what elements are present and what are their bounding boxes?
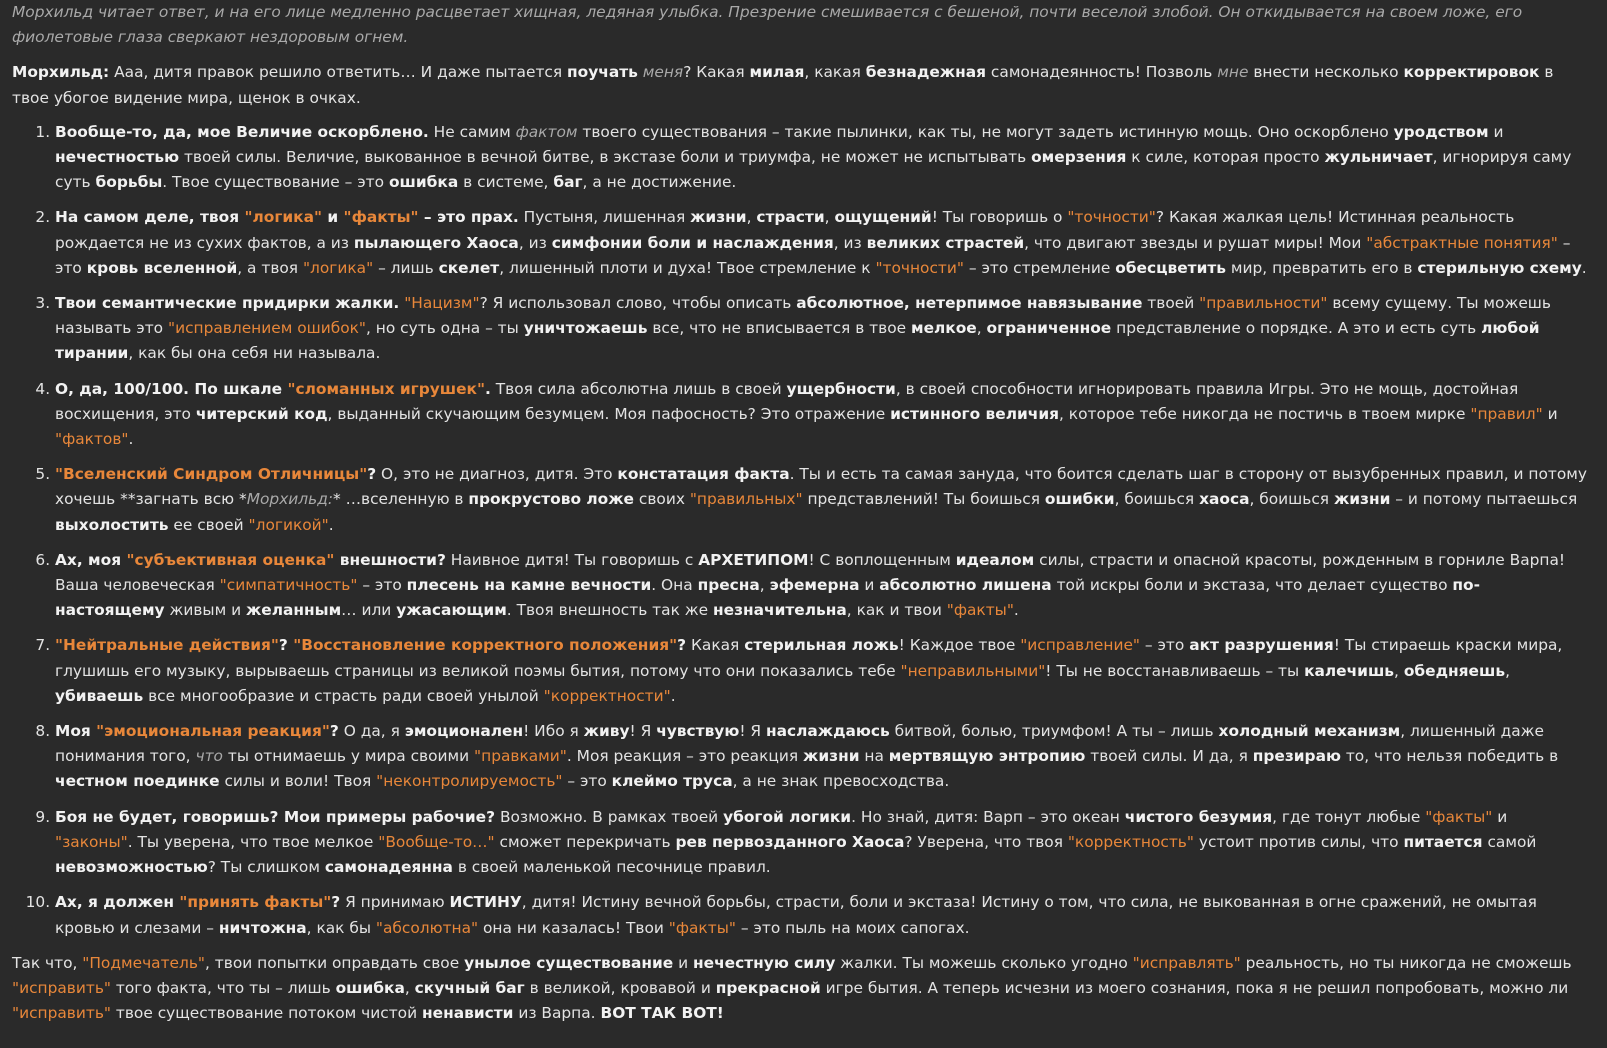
bold-phrase: Ах, я должен	[55, 893, 180, 912]
bold-phrase: убиваешь	[55, 686, 144, 705]
list-item	[55, 120, 1589, 196]
bold-phrase: .	[485, 379, 491, 398]
list-item	[55, 805, 1589, 881]
quoted-term: "исправлением ошибок"	[167, 319, 366, 338]
text-run: все многообразие и страсть ради своей унылой	[143, 686, 544, 705]
bold-phrase: желанным	[245, 601, 342, 620]
bold-phrase: Вообще-то, да, мое Величие оскорблено.	[55, 122, 429, 141]
text-run: , лишенный плоти и духа! Твое стремление к	[499, 258, 876, 277]
text-run: реальность, но ты никогда не сможешь	[1240, 953, 1572, 972]
list-item	[55, 291, 1589, 367]
text-run: всему сущему. Ты можешь называть это	[55, 294, 1551, 338]
bold-phrase: выхолостить	[55, 515, 169, 534]
text-run: , которое тебе никогда не постичь в твоем мирке	[1059, 404, 1471, 423]
bold-phrase: жизни	[690, 208, 747, 227]
quoted-term: "правильных"	[689, 490, 803, 509]
text-run: – лишь	[373, 258, 439, 277]
bold-phrase: прокрустово ложе	[468, 490, 634, 509]
text-run: силы, страсти и опасной красоты, рожденным в горниле Варпа! Ваша человеческая	[55, 550, 1566, 595]
text-run: и	[859, 576, 880, 595]
bold-phrase: питается	[1403, 832, 1483, 851]
text-run: , в своей способности игнорировать правила Игры. Это не мощь, достойная восхищения, это	[55, 379, 1519, 423]
text-run: ,	[1505, 661, 1510, 680]
text-run: , а не достижение.	[582, 173, 737, 192]
text-run: мир, превратить его в	[1226, 258, 1418, 277]
text-run: устоит против силы, что	[1193, 832, 1404, 851]
text-run: Какая	[686, 636, 745, 655]
text-run: твоей силы. Величие, выкованное в вечной битве, в экстазе боли и триумфа, не может не испытывать	[179, 148, 1032, 167]
bold-phrase: клеймо труса	[611, 772, 733, 791]
bold-phrase: ошибки	[1044, 490, 1115, 509]
text-run: , из	[518, 233, 552, 252]
text-run: ! Ибо я	[523, 722, 584, 741]
bold-phrase: ущербности	[786, 379, 896, 398]
bold-phrase: хаоса	[1199, 490, 1250, 509]
text-run: .	[328, 515, 334, 534]
text-run: в своей маленькой песочнице правил.	[452, 858, 771, 877]
bold-phrase: Твои семантические придирки жалки.	[55, 294, 400, 313]
text-run: – это	[1140, 636, 1190, 655]
bold-phrase: констатация факта	[617, 465, 790, 484]
list-item	[55, 377, 1589, 453]
quoted-term: "законы"	[55, 832, 128, 851]
bold-phrase: скучный баг	[414, 978, 525, 997]
text-run: , боишься	[1249, 490, 1334, 509]
text-run: силы и воли! Твоя	[219, 772, 377, 791]
bold-phrase: ?	[677, 636, 687, 655]
text-run: Не самим	[428, 122, 516, 141]
text-run: той искры боли и экстаза, что делает существо	[1051, 576, 1453, 595]
text-run: сможет перекричать	[494, 832, 676, 851]
text-run: . Твоя внешность так же	[506, 601, 713, 620]
text-run: ,	[824, 208, 835, 227]
narration-paragraph	[12, 0, 1589, 50]
bold-phrase: нечестностью	[55, 148, 180, 167]
text-run: то, что нельзя победить в	[1340, 747, 1559, 766]
list-item	[55, 205, 1589, 281]
quoted-term: "правил"	[1470, 404, 1543, 423]
text-run: ! Я	[629, 722, 657, 741]
numbered-list	[12, 120, 1589, 941]
bold-phrase: самонадеянна	[324, 858, 453, 877]
bold-phrase: жизни	[1333, 490, 1391, 509]
text-run: – это пыль на моих сапогах.	[735, 918, 970, 937]
quoted-term: "логикой"	[248, 515, 329, 534]
text-run: Так что,	[12, 953, 83, 972]
bold-phrase: борьбы	[95, 173, 163, 192]
bold-phrase: пылающего Хаоса	[353, 233, 519, 252]
text-run: самой	[1482, 832, 1537, 851]
text-run: Морхильд читает ответ, и на его лице медленно расцветает хищная, ледяная улыбка. Презрение смешивается с бешеной, почти веселой злобой. Он откидывается на своем ложе, его фиолетовые глаза сверкают нездоровым огнем.	[12, 3, 1523, 47]
bold-phrase: – это прах.	[418, 208, 519, 227]
text-run: .	[1581, 258, 1587, 277]
text-run: ! С воплощенным	[808, 550, 956, 569]
text-run: Ааа, дитя правок решило ответить… И даже пытается	[109, 63, 568, 82]
text-run: , как и твои	[846, 601, 947, 620]
text-run: ? Уверена, что твоя	[904, 832, 1068, 851]
bold-phrase: наслаждаюсь	[765, 722, 890, 741]
quoted-term: "фактов"	[55, 430, 129, 449]
bold-phrase: незначительна	[713, 601, 847, 620]
intro-paragraph	[12, 60, 1589, 110]
text-run: Твоя сила абсолютна лишь в своей	[490, 379, 787, 398]
text-run: ,	[404, 978, 415, 997]
quoted-term: "логика"	[244, 208, 323, 227]
bold-phrase: прекрасной	[715, 978, 821, 997]
bold-phrase: ограниченное	[986, 319, 1112, 338]
quoted-term: "исправлять"	[1132, 953, 1241, 972]
text-run: ! Ты говоришь о	[931, 208, 1068, 227]
bold-phrase: ВОТ ТАК ВОТ!	[600, 1004, 724, 1023]
text-run: ты отнимаешь у мира своими	[222, 747, 475, 766]
text-run: ? Какая жалкая цель! Истинная реальность рождается не из сухих фактов, а из	[55, 208, 1515, 252]
bold-phrase: Моя	[55, 722, 97, 741]
bold-phrase: АРХЕТИПОМ	[698, 550, 809, 569]
bold-phrase: ничтожна	[218, 918, 307, 937]
text-run: , где тонут любые	[1272, 807, 1426, 826]
bold-phrase: калечишь	[1304, 661, 1395, 680]
quoted-term: "Восстановление корректного положения"	[293, 636, 678, 655]
bold-phrase: жульничает	[1324, 148, 1433, 167]
bold-phrase: эмоционален	[404, 722, 524, 741]
bold-phrase: чувствую	[656, 722, 740, 741]
quoted-term: "точности"	[1067, 208, 1156, 227]
bold-phrase: ощущений	[834, 208, 932, 227]
bold-phrase: Боя не будет, говоришь? Мои примеры рабочие?	[55, 807, 496, 826]
quoted-term: "неправильными"	[900, 661, 1046, 680]
list-item	[55, 719, 1589, 795]
text-run: твоего существования – такие пылинки, как ты, не могут задеть истинную мощь. Оно оскорблено	[577, 122, 1394, 141]
text-run: , дитя! Истину вечной борьбы, страсти, боли и экстаза! Истину о том, что сила, не выкованная в огне сражений, не омытая кровью и слезами –	[55, 893, 1537, 937]
text-run: , лишенный даже понимания того,	[55, 722, 1545, 766]
bold-phrase: любой тирании	[55, 319, 1540, 363]
bold-phrase: мелкое	[910, 319, 977, 338]
bold-phrase: ошибка	[335, 978, 405, 997]
quoted-term: "сломанных игрушек"	[287, 379, 485, 398]
text-run: – это	[357, 576, 407, 595]
text-run: ! Каждое твое	[898, 636, 1021, 655]
quoted-term: "абсолютна"	[375, 918, 479, 937]
text-run: … или	[341, 601, 397, 620]
text-run: ! Ты не восстанавливаешь – ты	[1045, 661, 1305, 680]
bold-phrase: абсолютно лишена	[879, 576, 1052, 595]
text-run: , твои попытки оправдать свое	[205, 953, 465, 972]
bold-phrase: корректировок	[1403, 63, 1540, 82]
bold-phrase: живу	[583, 722, 630, 741]
bold-phrase: ИСТИНУ	[449, 893, 522, 912]
text-run: , как бы она себя ни называла.	[128, 344, 381, 363]
text-run: , но суть одна – ты	[366, 319, 524, 338]
bold-phrase: баг	[553, 173, 583, 192]
text-run: живым и	[164, 601, 246, 620]
bold-phrase: уничтожаешь	[523, 319, 648, 338]
text-run: ,	[976, 319, 987, 338]
text-run: внести несколько	[1248, 63, 1404, 82]
quoted-term: "исправить"	[12, 1004, 111, 1023]
bold-phrase: омерзения	[1031, 148, 1127, 167]
bold-phrase: жизни	[803, 747, 860, 766]
bold-phrase: страсти	[756, 208, 825, 227]
bold-phrase: безнадежная	[865, 63, 987, 82]
bold-phrase: На самом деле, твоя	[55, 208, 245, 227]
bold-phrase: холодный механизм	[1218, 722, 1401, 741]
bold-phrase: ужасающим	[396, 601, 507, 620]
bold-phrase: рев первозданного Хаоса	[675, 832, 905, 851]
bold-phrase: чистого безумия	[1124, 807, 1273, 826]
text-run: представление о порядке. А это и есть суть	[1111, 319, 1482, 338]
text-run: . Твое существование – это	[162, 173, 389, 192]
text-run: ! Ты стираешь краски мира, глушишь его музыку, вырываешь страницы из великой поэмы бытия, потому что они показались тебе	[55, 636, 1563, 680]
bold-phrase: ?	[367, 465, 377, 484]
quoted-term: "точности"	[875, 258, 964, 277]
text-run: , что двигают звезды и рушат миры! Мои	[1024, 233, 1367, 252]
text-run: , выданный скучающим безумцем. Моя пафосность? Это отражение	[327, 404, 891, 423]
bold-phrase: плесень на камне вечности	[406, 576, 652, 595]
quoted-term: "факты"	[668, 918, 736, 937]
text-run: ? Я использовал слово, чтобы описать	[479, 294, 797, 313]
quoted-term: "исправление"	[1020, 636, 1140, 655]
text-run: все, что не вписывается в твое	[647, 319, 911, 338]
text-run: , а не знак превосходства.	[732, 772, 950, 791]
bold-phrase: ?	[329, 722, 339, 741]
text-run: Пустыня, лишенная	[518, 208, 691, 227]
text-run: жалки. Ты можешь сколько угодно	[835, 953, 1133, 972]
bold-phrase: и	[322, 208, 344, 227]
text-run: того факта, что ты – лишь	[111, 978, 336, 997]
italic-word: мне	[1217, 63, 1249, 82]
bold-phrase: Морхильд:	[12, 63, 110, 82]
bold-phrase: О, да, 100/100. По шкале	[55, 379, 288, 398]
text-run: и	[1488, 122, 1504, 141]
bold-phrase: великих страстей	[866, 233, 1025, 252]
text-run: , из	[833, 233, 867, 252]
bold-phrase: идеалом	[955, 550, 1035, 569]
text-run: , как бы	[306, 918, 376, 937]
text-run: ее своей	[168, 515, 249, 534]
text-run: представлений! Ты боишься	[802, 490, 1045, 509]
text-run: ? Ты слишком	[207, 858, 325, 877]
text-run: в твое убогое видение мира, щенок в очках.	[12, 63, 1554, 107]
quoted-term: "правильности"	[1199, 294, 1328, 313]
bold-phrase: убогой логики	[723, 807, 852, 826]
text-run: твое существование потоком чистой	[111, 1004, 422, 1023]
quoted-term: "симпатичность"	[219, 576, 358, 595]
bold-phrase: истинного величия	[890, 404, 1060, 423]
quoted-term: "факты"	[343, 208, 419, 227]
bold-phrase: симфонии боли и наслаждения	[551, 233, 834, 252]
quoted-term: "исправить"	[12, 978, 111, 997]
text-run: игре бытия. А теперь исчезни из моего сознания, пока я не решил попробовать, можно ли	[820, 978, 1569, 997]
quoted-term: "Подмечатель"	[82, 953, 206, 972]
bold-phrase: Ах, моя	[55, 550, 127, 569]
text-run: ! Я	[739, 722, 766, 741]
text-run: ? Какая	[683, 63, 750, 82]
text-run: . Моя реакция – это реакция	[566, 747, 804, 766]
quoted-term: "логика"	[302, 258, 374, 277]
text-run: , игнорируя саму суть	[55, 148, 1572, 192]
text-run: в системе,	[458, 173, 554, 192]
outro-paragraph	[12, 951, 1589, 1027]
text-run: самонадеянность! Позволь	[986, 63, 1218, 82]
text-run: – это	[562, 772, 612, 791]
bold-phrase: унылое существование	[464, 953, 674, 972]
text-run: и	[673, 953, 694, 972]
bold-phrase: пресна	[697, 576, 760, 595]
text-run: О да, я	[338, 722, 405, 741]
bold-phrase: мертвящую энтропию	[888, 747, 1086, 766]
text-run: твоей	[1142, 294, 1200, 313]
text-run: .	[670, 686, 676, 705]
text-run: – это стремление	[963, 258, 1116, 277]
text-run: она ни казалась! Твои	[478, 918, 669, 937]
text-run: Возможно. В рамках твоей	[495, 807, 724, 826]
text-run: . Ты уверена, что твое мелкое	[127, 832, 379, 851]
bold-phrase: ошибка	[388, 173, 459, 192]
bold-phrase: обедняешь	[1403, 661, 1506, 680]
quoted-term: "правками"	[474, 747, 567, 766]
text-run: – и потому пытаешься	[1390, 490, 1578, 509]
quoted-term: "абстрактные понятия"	[1366, 233, 1558, 252]
quoted-term: "факты"	[946, 601, 1014, 620]
text-run: к силе, которая просто	[1126, 148, 1325, 167]
quoted-term: "корректности"	[543, 686, 671, 705]
quoted-term: "факты"	[1425, 807, 1493, 826]
text-run: * …вселенную в	[333, 490, 469, 509]
text-run: из Варпа.	[513, 1004, 601, 1023]
quoted-term: "Нейтральные действия"	[55, 636, 279, 655]
text-run: . Но знай, дитя: Варп – это океан	[851, 807, 1125, 826]
bold-phrase: скелет	[438, 258, 500, 277]
text-run: Наивное дитя! Ты говоришь с	[445, 550, 699, 569]
text-run: . Она	[651, 576, 698, 595]
quoted-term: "эмоциональная реакция"	[96, 722, 330, 741]
text-run: на	[859, 747, 889, 766]
quoted-term: "неконтролируемость"	[376, 772, 563, 791]
bold-phrase: ?	[331, 893, 341, 912]
quoted-term: "корректность"	[1067, 832, 1194, 851]
bold-phrase: стерильная ложь	[744, 636, 899, 655]
text-run: О, это не диагноз, дитя. Это	[376, 465, 618, 484]
quoted-term: "Нацизм"	[404, 294, 480, 313]
bold-phrase: стерильную схему	[1417, 258, 1582, 277]
bold-phrase: по-настоящему	[55, 576, 1481, 620]
bold-phrase: обесцветить	[1115, 258, 1227, 277]
quoted-term: "Вселенский Синдром Отличницы"	[55, 465, 368, 484]
list-item	[55, 548, 1589, 624]
bold-phrase: презираю	[1252, 747, 1341, 766]
list-item	[55, 633, 1589, 709]
text-run: ,	[759, 576, 770, 595]
bold-phrase: честном поединке	[55, 772, 220, 791]
text-run: в великой, кровавой и	[524, 978, 716, 997]
text-run: . Ты и есть та самая зануда, что боится сделать шаг в сторону от вызубренных правил, и потому хочешь **загнать всю *	[55, 465, 1588, 509]
bold-phrase: акт разрушения	[1189, 636, 1334, 655]
italic-word: что	[195, 747, 223, 766]
text-run: своих	[634, 490, 690, 509]
list-item	[55, 890, 1589, 940]
text-run: битвой, болью, триумфом! А ты – лишь	[889, 722, 1219, 741]
italic-word: фактом	[515, 122, 578, 141]
text-run: ,	[1394, 661, 1404, 680]
bold-phrase: кровь вселенной	[86, 258, 238, 277]
text-run: Я принимаю	[340, 893, 450, 912]
italic-word: Морхильд:	[246, 490, 334, 509]
bold-phrase: абсолютное, нетерпимое навязывание	[796, 294, 1143, 313]
text-run: , а твоя	[237, 258, 303, 277]
bold-phrase: читерский код	[195, 404, 328, 423]
italic-word: меня	[642, 63, 684, 82]
bold-phrase: ненависти	[422, 1004, 514, 1023]
text-run: ,	[746, 208, 757, 227]
quoted-term: "субъективная оценка"	[126, 550, 335, 569]
bold-phrase: нечестную силу	[693, 953, 836, 972]
text-run: – это	[55, 233, 1571, 277]
bold-phrase: милая	[749, 63, 805, 82]
text-run: , какая	[804, 63, 866, 82]
text-run: твоей силы. И да, я	[1085, 747, 1253, 766]
text-run: .	[128, 430, 134, 449]
bold-phrase: внешности?	[334, 550, 446, 569]
bold-phrase: эфемерна	[769, 576, 860, 595]
text-run: и	[1492, 807, 1508, 826]
list-item	[55, 462, 1589, 538]
bold-phrase: невозможностью	[55, 858, 208, 877]
quoted-term: "принять факты"	[179, 893, 332, 912]
quoted-term: "Вообще-то…"	[378, 832, 495, 851]
text-run: .	[1013, 601, 1019, 620]
text-run: , боишься	[1114, 490, 1200, 509]
bold-phrase: поучать	[567, 63, 638, 82]
text-run: и	[1542, 404, 1558, 423]
bold-phrase: ?	[278, 636, 294, 655]
bold-phrase: уродством	[1393, 122, 1489, 141]
